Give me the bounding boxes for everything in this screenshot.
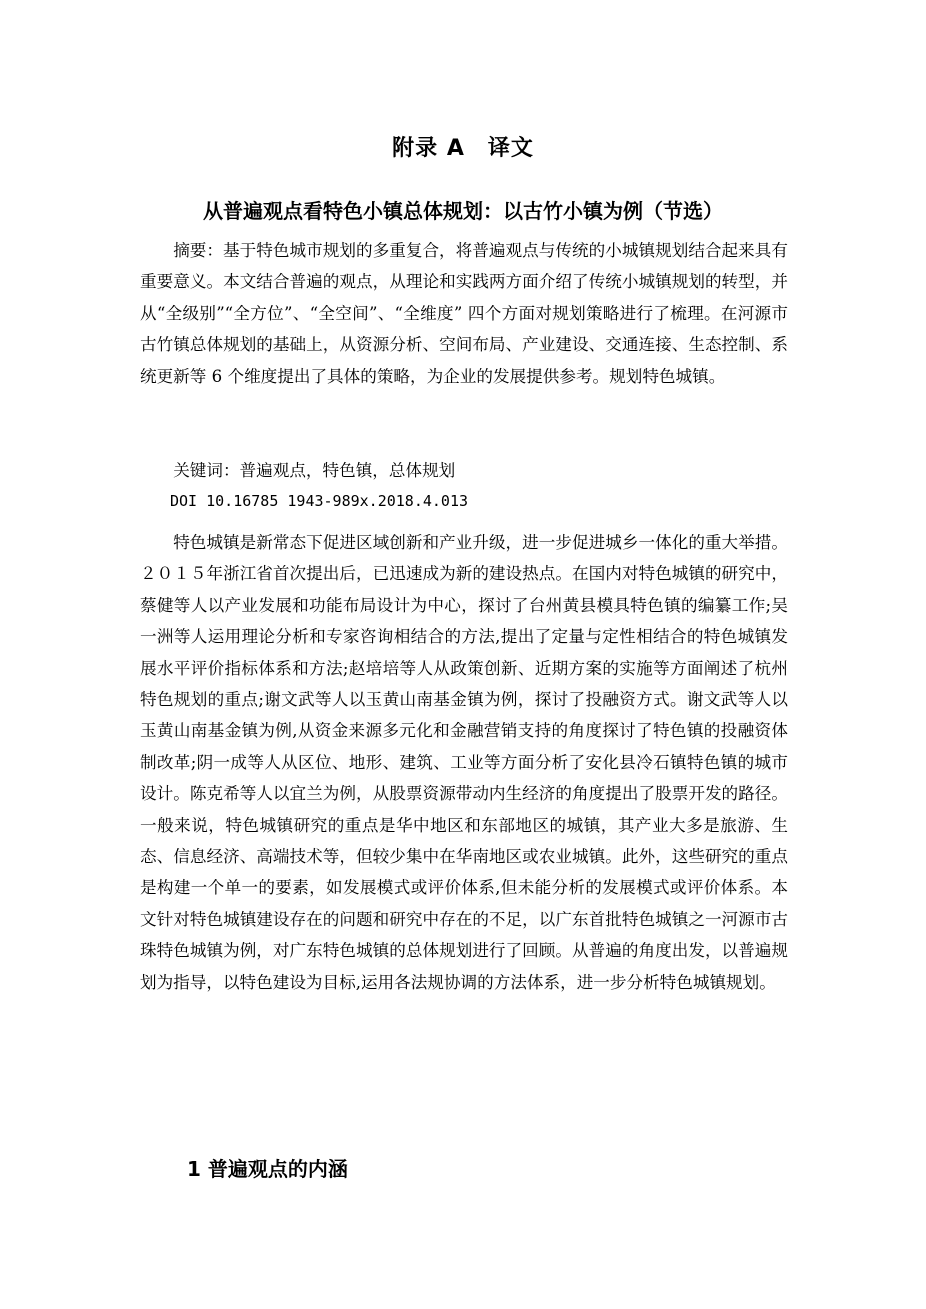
section-heading: 1 普遍观点的内涵 bbox=[187, 1157, 348, 1181]
appendix-title: 附录 A 译文 bbox=[392, 136, 534, 161]
article-title: 从普遍观点看特色小镇总体规划：以古竹小镇为例（节选） bbox=[203, 199, 723, 223]
intro-paragraph: 特色城镇是新常态下促进区域创新和产业升级，进一步促进城乡一体化的重大举措。２０１５年浙江省首次提出后，已迅速成为新的建设热点。在国内对特色城镇的研究中，蔡健等人以产业发展和功能布局设计为中心，探讨了台州黄县模具特色镇的编纂工作;吴一洲等人运用理论分析和专家咨询相结合的方法,提出了定量与定性相结合的特色城镇发展水平评价指标体系和方法;赵培培等人从政策创新、近期方案的实施等方面阐述了杭州特色规划的重点;谢文武等人以玉黄山南基金镇为例，探讨了投融资方式。谢文武等人以玉黄山南基金镇为例,从资金来源多元化和金融营销支持的角度探讨了特色镇的投融资体制改革;阴一成等人从区位、地形、建筑、工业等方面分析了安化县冷石镇特色镇的城市设计。陈克希等人以宜兰为例，从股票资源带动内生经济的角度提出了股票开发的路径。一般来说，特色城镇研究的重点是华中地区和东部地区的城镇，其产业大多是旅游、生态、信息经济、高端技术等，但较少集中在华南地区或农业城镇。此外，这些研究的重点是构建一个单一的要素，如发展模式或评价体系,但未能分析的发展模式或评价体系。本文针对特色城镇建设存在的问题和研究中存在的不足，以广东首批特色城镇之一河源市古珠特色城镇为例，对广东特色城镇的总体规划进行了回顾。从普遍的角度出发，以普遍规划为指导，以特色建设为目标,运用各法规协调的方法体系，进一步分析特色城镇规划。 bbox=[140, 533, 788, 992]
abstract-paragraph: 摘要：基于特色城市规划的多重复合，将普遍观点与传统的小城镇规划结合起来具有重要意义。本文结合普遍的观点，从理论和实践两方面介绍了传统小城镇规划的转型，并从“全级别”“全方位”、“全空间”、“全维度” 四个方面对规划策略进行了梳理。在河源市古竹镇总体规划的基础上，从资源分析、空间布局、产业建设、交通连接、生态控制、系统更新等 6 个维度提出了具体的策略，为企业的发展提供参考。规划特色城镇。 bbox=[140, 241, 788, 386]
doi-line: DOI 10.16785 1943-989x.2018.4.013 bbox=[170, 492, 469, 510]
keywords-line: 关键词：普遍观点，特色镇，总体规划 bbox=[173, 461, 456, 480]
